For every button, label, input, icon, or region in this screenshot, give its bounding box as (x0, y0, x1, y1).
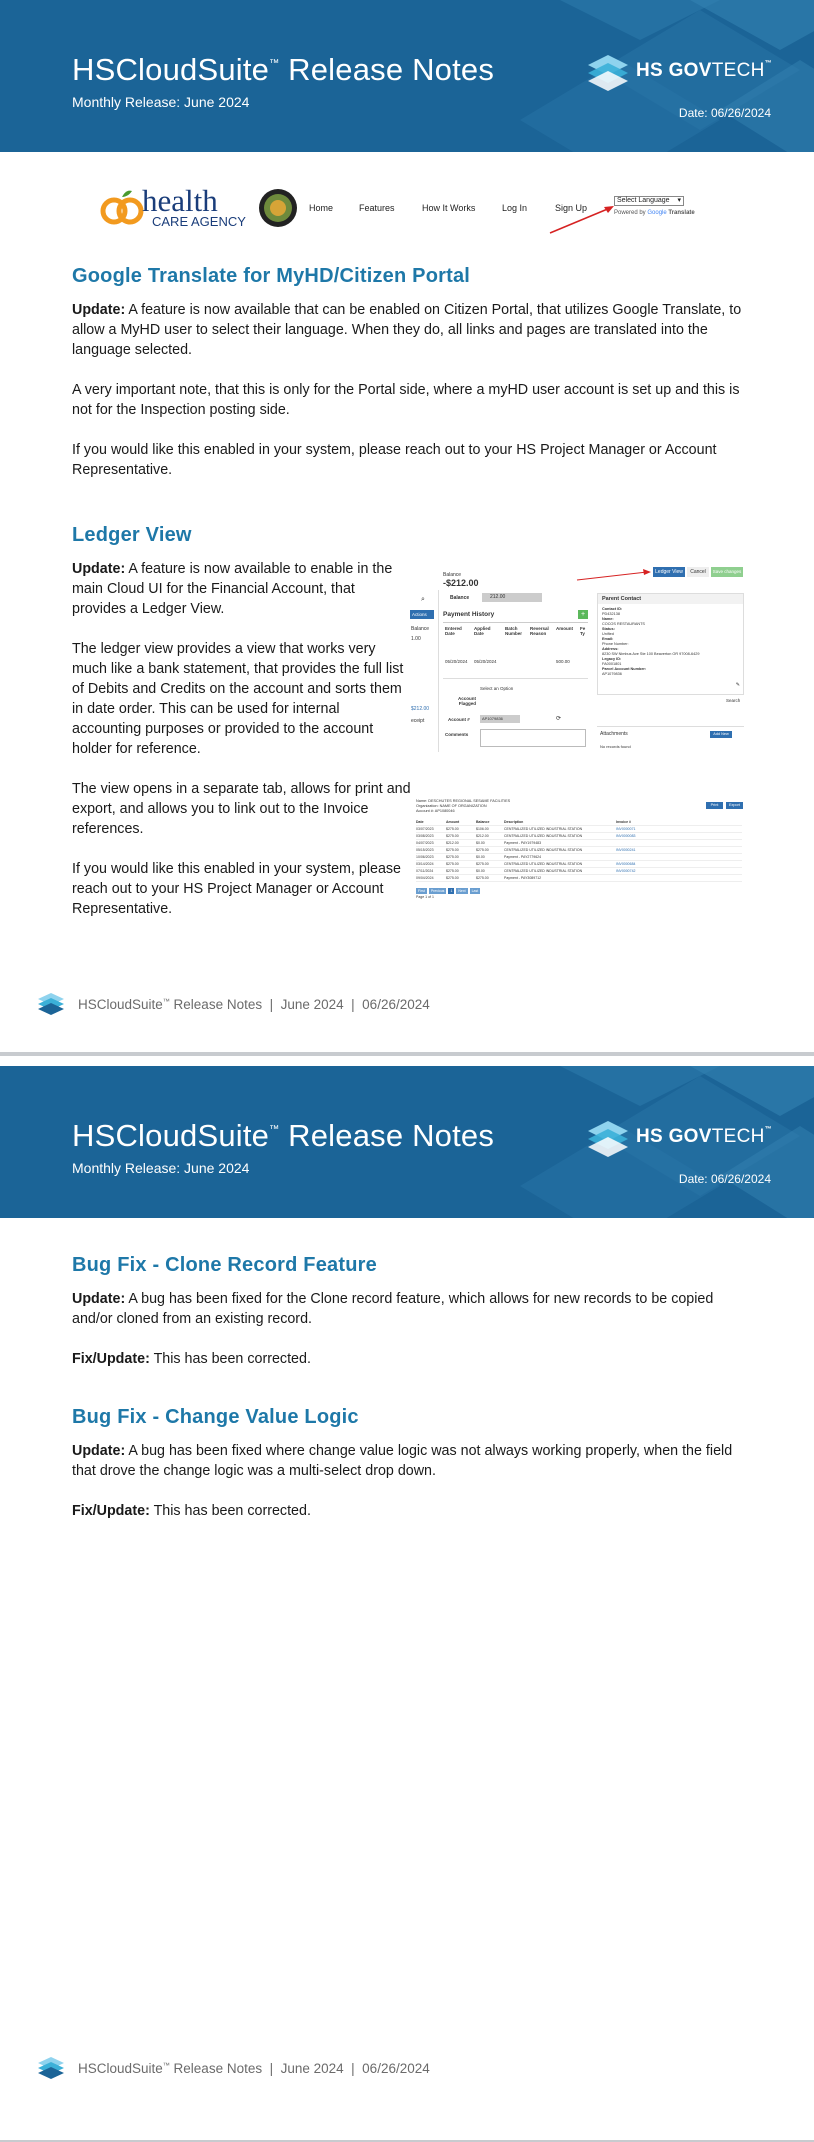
header-subtitle: Monthly Release: June 2024 (72, 94, 250, 110)
ledger-cell: 03/14/2024 (416, 862, 434, 866)
portal-nav-features[interactable]: Features (359, 203, 395, 213)
section-title: Bug Fix - Change Value Logic (72, 1406, 359, 1428)
ledger-table (416, 819, 742, 882)
mock-col-header: Fe Ty (580, 626, 586, 636)
mock-col-header: Amount (556, 626, 573, 631)
mock-account-flagged-label: Account Flagged (458, 696, 476, 706)
ledger-cell: $275.00 (476, 876, 489, 880)
ledger-cell: 10/06/2023 (416, 855, 434, 859)
ledger-cell: 03/07/2023 (416, 827, 434, 831)
section-paragraph: Update: A bug has been fixed where change value logic was not always working properly, when the field that drove the change logic was a multi-select drop down. (72, 1443, 733, 1479)
mock-balance-input[interactable]: 212.00 (482, 593, 542, 602)
language-select[interactable]: Select Language ▾ (614, 196, 684, 206)
header-date: Date: 06/26/2024 (678, 106, 771, 120)
ledger-org-line: Organization: NAME OF ORGANIZATION (416, 804, 487, 808)
mock-balance-field-label: Balance (450, 595, 470, 601)
ledger-cell: $275.00 (476, 862, 489, 866)
contact-line: Name: (602, 617, 614, 621)
page-footer (38, 994, 430, 1014)
section-paragraph: The view opens in a separate tab, allows for print and export, and allows you to link out to the Invoice references. (72, 781, 411, 837)
mock-parent-contact-panel (597, 593, 744, 695)
contact-line: Contact ID: (602, 607, 623, 611)
portal-nav-how-it-works[interactable]: How It Works (422, 203, 476, 213)
section-paragraph: Update: A feature is now available to enable in the main Cloud UI for the Financial Account, that provides a Ledger View. (72, 561, 393, 617)
section-title: Bug Fix - Clone Record Feature (72, 1254, 377, 1276)
header-title: HSCloudSuite™ Release Notes (72, 52, 495, 87)
ledger-print-button[interactable]: Print (706, 802, 723, 809)
portal-nav-log-in[interactable]: Log In (502, 203, 528, 213)
table-row (416, 861, 742, 868)
contact-line: Email: (602, 637, 614, 641)
contact-line: PD432138 (602, 612, 620, 616)
mock-red-arrow-icon (575, 568, 655, 582)
header-title: HSCloudSuite™ Release Notes (72, 1118, 495, 1153)
mock-attachments-title: Attachments (600, 731, 628, 737)
ledger-cell: $275.00 (446, 848, 459, 852)
ledger-pager (416, 888, 480, 894)
section-paragraph: Update: A feature is now available that can be enabled on Citizen Portal, that utilizes Google Translate, to allow a MyHD user to select their language. When they do, all links and pages are translated into the language selected. (72, 302, 742, 358)
ledger-cell: $275.00 (446, 862, 459, 866)
contact-line: Parcel Account Number: (602, 667, 647, 671)
mock-account-number-label: Account # (448, 717, 470, 722)
mock-row-cell: 05/20/2024 (474, 659, 497, 664)
ledger-col-header: Invoice # (616, 820, 631, 824)
mock-parent-contact-title: Parent Contact (598, 594, 743, 604)
mock-cancel-button[interactable]: Cancel (687, 567, 709, 577)
ledger-statement-screenshot (414, 794, 744, 900)
ledger-cell: CENTRALIZED UTILIZED INDUSTRIAL STATION (504, 834, 583, 838)
section-title: Google Translate for MyHD/Citizen Portal (72, 265, 471, 287)
contact-line: Legacy ID: (602, 657, 622, 661)
ledger-cell: 07/11/2024 (416, 869, 434, 873)
mock-balance-value: -$212.00 (443, 578, 479, 588)
ledger-cell: $0.00 (476, 869, 485, 873)
mock-comments-label: Comments (445, 732, 469, 737)
mock-add-new-button[interactable]: Add New (710, 731, 732, 738)
mock-col-header: Reversal Reason (530, 626, 549, 636)
ledger-pager-button[interactable]: Last (471, 889, 479, 893)
ledger-page-label: Page 1 of 1 (416, 895, 434, 899)
contact-line: Unified (602, 632, 614, 636)
page-2 (0, 1066, 814, 2140)
mock-account-input[interactable]: AP1079836 (480, 715, 520, 723)
page-header (0, 1066, 814, 1218)
hs-govtech-logo-text: HS GOVTECH™ (636, 60, 772, 81)
ledger-cell: $275.00 (476, 848, 489, 852)
ledger-cell: $275.00 (446, 827, 459, 831)
county-seal-icon (258, 188, 298, 228)
mock-side-value: 1.00 (411, 636, 421, 642)
contact-line: FA0001801 (602, 662, 622, 666)
portal-logo-main: health (142, 183, 218, 218)
ledger-pager-button[interactable]: 1 (450, 889, 453, 893)
section-paragraph: The ledger view provides a view that works very much like a bank statement, that provides the full list of Debits and Credits on the account and sorts them in date order. This can be used for internal accounting purposes or provided to the account holder for reference. (72, 641, 404, 757)
mock-col-header: Applied Date (474, 626, 491, 636)
portal-logo-sub: CARE AGENCY (152, 214, 246, 229)
contact-line: AP1079836 (602, 672, 622, 676)
mock-add-icon[interactable]: + (578, 610, 588, 619)
ledger-cell: $0.00 (476, 841, 485, 845)
ledger-cell: CENTRALIZED UTILIZED INDUSTRIAL STATION (504, 869, 583, 873)
ledger-cell[interactable]: INV0000083 (616, 834, 636, 838)
ledger-cell: Payment - PAY3089712 (504, 876, 542, 880)
footer-logo-icon (38, 2057, 64, 2079)
mock-ledger-view-button[interactable]: Ledger View (653, 567, 685, 577)
ledger-col-header: Description (504, 820, 524, 824)
ledger-col-header: Amount (446, 820, 460, 824)
hs-govtech-logo-text: HS GOVTECH™ (636, 1126, 772, 1147)
ledger-col-header: Date (416, 820, 424, 824)
mock-no-records: No records found (600, 744, 631, 749)
section-ledger-view (72, 524, 412, 919)
mock-row-cell: 05/20/2024 (445, 659, 468, 664)
mock-search-icon[interactable]: ⌕ (421, 596, 425, 603)
contact-line: Status: (602, 627, 615, 631)
mock-search-link[interactable]: Search (726, 698, 741, 703)
contact-line: Address: (602, 647, 619, 651)
section-paragraph: Fix/Update: This has been corrected. (72, 1351, 311, 1367)
hs-govtech-logo-icon (588, 55, 628, 91)
section-change-value-logic (72, 1406, 744, 1521)
mock-row-cell: 500.00 (556, 659, 570, 664)
mock-select-option[interactable]: Select an Option (480, 686, 514, 691)
ledger-cell: 03/08/2023 (416, 834, 434, 838)
portal-nav-sign-up[interactable]: Sign Up (555, 203, 588, 213)
ledger-cell: $212.00 (476, 834, 489, 838)
ledger-cell: CENTRALIZED UTILIZED INDUSTRIAL STATION (504, 827, 583, 831)
mock-refresh-icon[interactable]: ⟳ (556, 716, 562, 722)
financial-account-screenshot (410, 566, 744, 752)
mock-edit-icon[interactable]: ✎ (735, 682, 740, 688)
hs-govtech-logo-icon (588, 1121, 628, 1157)
contact-line: Phone Number: (602, 642, 629, 646)
section-paragraph: Fix/Update: This has been corrected. (72, 1503, 311, 1519)
table-row (416, 875, 742, 882)
mock-payment-history-title: Payment History (443, 611, 495, 618)
page-1 (0, 0, 814, 1052)
ledger-cell: $275.00 (446, 869, 459, 873)
ledger-cell: Payment - PAY1979483 (504, 841, 542, 845)
section-title: Ledger View (72, 524, 192, 546)
table-row (416, 868, 742, 875)
ledger-cell: $275.00 (446, 834, 459, 838)
mock-side-amount: $212.00 (411, 706, 430, 712)
section-google-translate (72, 265, 744, 480)
table-row (416, 847, 742, 854)
ledger-cell: $0.00 (476, 855, 485, 859)
ledger-name-line: Name: DESCHUTES REGIONAL SESAME FACILITIES (416, 799, 511, 803)
ledger-cell[interactable]: INV0000241 (616, 848, 636, 852)
section-paragraph: If you would like this enabled in your system, please reach out to your HS Project Manager or Account Representative. (72, 442, 717, 478)
ledger-cell: 04/07/2023 (416, 841, 434, 845)
mock-side-receipt: eceipt (411, 718, 425, 724)
table-row (416, 826, 742, 833)
table-row (416, 833, 742, 840)
ledger-cell[interactable]: INV0000071 (616, 827, 636, 831)
ledger-cell: $212.00 (446, 841, 459, 845)
footer-logo-icon (38, 993, 64, 1015)
ledger-col-header: Balance (476, 820, 490, 824)
ledger-cell: $275.00 (446, 876, 459, 880)
ledger-header-row (416, 819, 742, 826)
footer-text: HSCloudSuite™ Release Notes | June 2024 | 06/26/2024 (78, 996, 430, 1012)
header-date: Date: 06/26/2024 (678, 1172, 771, 1186)
mock-actions-button[interactable]: Actions (410, 610, 434, 619)
mock-col-header: Entered Date (445, 626, 462, 636)
ledger-cell[interactable]: INV0000742 (616, 869, 636, 873)
table-row (416, 854, 742, 861)
ledger-cell: 05/15/2023 (416, 848, 434, 852)
ledger-pager-button[interactable]: Next (458, 889, 466, 893)
red-arrow-icon (548, 200, 618, 236)
table-row (416, 840, 742, 847)
footer-text: HSCloudSuite™ Release Notes | June 2024 | 06/26/2024 (78, 2060, 430, 2076)
mock-save-button[interactable]: Save changes (711, 567, 743, 577)
ledger-cell: CENTRALIZED UTILIZED INDUSTRIAL STATION (504, 848, 583, 852)
ledger-pager-button[interactable]: First (418, 889, 425, 893)
mock-col-header: Batch Number (505, 626, 523, 636)
mock-contact-lines (598, 604, 743, 680)
contact-line: COCOS RESTAURANTS (602, 622, 645, 626)
powered-by-google: Powered by Google Translate (614, 210, 695, 216)
mock-attachments-panel (597, 726, 744, 752)
portal-nav-home[interactable]: Home (309, 203, 334, 213)
ledger-pager-button[interactable]: Previous (430, 889, 445, 893)
section-paragraph: A very important note, that this is only for the Portal side, where a myHD user account is set up and this is not for the Inspection posting side. (72, 382, 740, 418)
page-footer (38, 2058, 430, 2078)
ledger-cell: CENTRALIZED UTILIZED INDUSTRIAL STATION (504, 862, 583, 866)
ledger-account-line: Account #: AP1080046 (416, 809, 455, 813)
section-paragraph: Update: A bug has been fixed for the Clone record feature, which allows for new records to be copied and/or cloned from an existing record. (72, 1291, 714, 1327)
page-header (0, 0, 814, 152)
ledger-cell: $275.00 (446, 855, 459, 859)
mock-side-balance: Balance (411, 626, 430, 632)
mock-balance-label: Balance (443, 572, 462, 578)
ledger-cell: Payment - PAY2779624 (504, 855, 542, 859)
section-paragraph: If you would like this enabled in your system, please reach out to your HS Project Manager or Account Representative. (72, 861, 402, 917)
contact-line: 8230 SW Nimbus Ave Ste 100 Beaverton OR 97008-6429 (602, 652, 700, 656)
ledger-export-button[interactable]: Export (726, 802, 743, 809)
ledger-cell: $106.00 (476, 827, 489, 831)
header-subtitle: Monthly Release: June 2024 (72, 1160, 250, 1176)
section-clone-record (72, 1254, 744, 1369)
ledger-cell: 09/04/2024 (416, 876, 434, 880)
ledger-cell[interactable]: INV0000684 (616, 862, 636, 866)
